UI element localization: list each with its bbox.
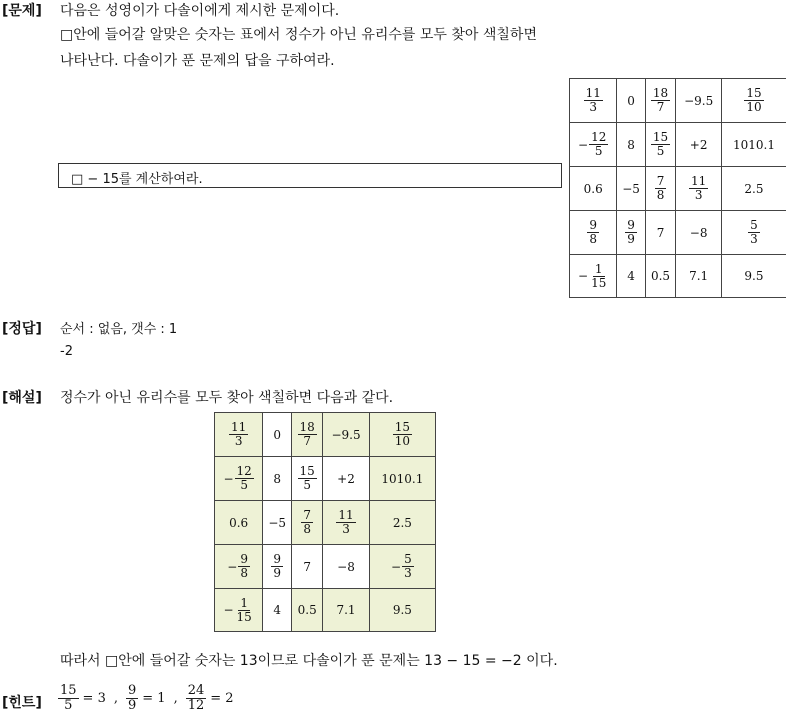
table-cell <box>676 167 722 211</box>
denominator: 8 <box>240 566 248 580</box>
numerator: 15 <box>746 86 762 101</box>
numerator: 12 <box>591 130 607 145</box>
denominator: 15 <box>236 609 252 624</box>
hint-equation: = 2 <box>210 690 234 706</box>
answer-line-1: 순서 : 없음, 갯수 : 1 <box>60 322 178 337</box>
numerator: 11 <box>691 174 707 189</box>
fraction <box>655 175 667 201</box>
cell-value: 0.6 <box>583 181 603 196</box>
table-cell <box>369 545 435 589</box>
table-cell <box>645 79 676 123</box>
numerator: 24 <box>187 683 205 698</box>
cell-value: 1010.1 <box>732 137 775 152</box>
cell-value: 0.6 <box>229 515 249 530</box>
fraction <box>336 509 355 535</box>
denominator: 9 <box>127 697 137 713</box>
table-cell <box>292 545 323 589</box>
minus-sign: − <box>227 559 238 574</box>
cell-value: 0.5 <box>297 603 317 617</box>
hint-tag: [힌트] <box>2 695 42 711</box>
table-row <box>215 589 436 632</box>
fraction <box>229 421 248 447</box>
table-cell <box>369 589 435 632</box>
cell-value: −9.5 <box>331 427 361 442</box>
explanation-tag: [해설] <box>2 390 42 406</box>
hint-equation: = 3 <box>82 690 106 706</box>
denominator: 12 <box>187 697 205 713</box>
fraction <box>651 131 670 157</box>
denominator: 9 <box>273 566 281 580</box>
cell-value: 9.5 <box>744 269 764 283</box>
fraction <box>235 465 254 491</box>
fraction <box>744 87 763 113</box>
cell-value: −5 <box>268 515 287 530</box>
cell-value: 9.5 <box>392 603 412 617</box>
minus-sign: − <box>578 269 589 283</box>
table-cell <box>263 457 292 501</box>
table-cell <box>676 79 722 123</box>
table-cell <box>570 255 617 298</box>
table-cell <box>263 413 292 457</box>
table-cell <box>570 79 617 123</box>
table-row <box>570 255 786 298</box>
table-cell <box>323 413 369 457</box>
table-cell <box>263 501 292 545</box>
table-cell <box>676 255 722 298</box>
numerator: 12 <box>236 464 252 479</box>
table-cell <box>570 167 617 211</box>
numerator: 11 <box>231 420 247 435</box>
numerator: 15 <box>60 683 77 698</box>
denominator: 5 <box>656 144 665 158</box>
denominator: 3 <box>404 566 412 580</box>
table-cell <box>721 79 786 123</box>
denominator: 15 <box>591 275 607 290</box>
fraction <box>238 553 250 579</box>
cell-value: 0.5 <box>650 269 671 283</box>
cell-value: 1010.1 <box>381 471 424 486</box>
table-cell <box>323 457 369 501</box>
denominator: 10 <box>394 434 410 448</box>
denominator: 9 <box>627 232 635 246</box>
fraction <box>235 597 254 623</box>
fraction <box>393 421 412 447</box>
table-cell <box>721 211 786 255</box>
table-cell <box>617 211 645 255</box>
cell-value: −8 <box>337 559 355 574</box>
explanation-conclusion: 따라서 □안에 들어갈 숫자는 13이므로 다솔이가 푼 문제는 13 − 15 = −2 이다. <box>60 653 558 669</box>
table-cell <box>323 589 369 632</box>
table-cell <box>617 123 645 167</box>
denominator: 3 <box>234 434 243 448</box>
problem-box-text: □ − 15를 계산하여라. <box>71 172 203 187</box>
minus-sign: − <box>391 559 402 574</box>
numerator: 5 <box>404 552 412 567</box>
denominator: 8 <box>303 522 312 536</box>
table-row <box>570 211 786 255</box>
table-cell <box>292 589 323 632</box>
cell-value: 8 <box>627 137 635 152</box>
numerator: 15 <box>394 420 410 435</box>
numerator: 1 <box>594 261 603 276</box>
denominator: 5 <box>303 478 311 492</box>
table-cell <box>292 501 323 545</box>
numerator: 15 <box>299 464 315 479</box>
cell-value: 4 <box>627 269 635 283</box>
numerator: 9 <box>273 552 281 567</box>
cell-value: +2 <box>337 471 355 486</box>
numerator: 11 <box>585 86 601 101</box>
table-cell <box>721 123 786 167</box>
fraction <box>126 684 138 712</box>
fraction <box>584 87 603 113</box>
numerator: 18 <box>652 86 669 101</box>
denominator: 7 <box>303 434 311 448</box>
table-cell <box>292 413 323 457</box>
cell-value: 2.5 <box>744 181 764 196</box>
cell-value: −9.5 <box>684 93 714 108</box>
denominator: 8 <box>589 232 598 246</box>
denominator: 5 <box>64 697 73 713</box>
numerator: 9 <box>127 683 137 698</box>
table-cell <box>215 589 263 632</box>
fraction <box>587 219 599 245</box>
table-row <box>570 79 786 123</box>
table-row <box>215 501 436 545</box>
cell-value: −5 <box>622 181 640 196</box>
table-row <box>215 413 436 457</box>
table-cell <box>645 167 676 211</box>
table-cell <box>721 167 786 211</box>
fraction <box>651 87 670 113</box>
numerator: 1 <box>240 595 248 610</box>
cell-value: 7 <box>656 225 665 240</box>
problem-box <box>58 163 562 188</box>
table-cell <box>617 255 645 298</box>
denominator: 10 <box>746 100 762 114</box>
cell-value: −8 <box>689 225 708 240</box>
minus-sign: − <box>223 471 234 486</box>
table-cell <box>369 501 435 545</box>
fraction <box>298 465 317 491</box>
denominator: 3 <box>694 188 703 202</box>
numerator: 11 <box>338 508 354 523</box>
table-cell <box>570 211 617 255</box>
fraction <box>271 553 283 579</box>
fraction <box>625 219 637 245</box>
fraction <box>748 219 760 245</box>
cell-value: 4 <box>273 603 281 617</box>
table-cell <box>323 545 369 589</box>
problem-tag: [문제] <box>2 3 42 19</box>
hint-separator: , <box>113 690 118 706</box>
table-cell <box>215 457 263 501</box>
table-cell <box>369 413 435 457</box>
numerator: 7 <box>303 508 312 523</box>
table-row <box>215 457 436 501</box>
numerator: 5 <box>750 218 758 233</box>
table-cell <box>676 123 722 167</box>
denominator: 5 <box>594 144 603 158</box>
fraction <box>689 175 708 201</box>
cell-value: 7.1 <box>689 269 709 283</box>
cell-value: 7 <box>303 559 312 574</box>
explanation-line: 정수가 아닌 유리수를 모두 찾아 색칠하면 다음과 같다. <box>60 390 394 406</box>
denominator: 3 <box>342 522 350 536</box>
table-row <box>570 167 786 211</box>
shaded-number-table <box>214 412 436 632</box>
numerator: 18 <box>299 420 315 435</box>
numerator: 9 <box>627 218 635 233</box>
table-cell <box>645 123 676 167</box>
fraction <box>58 684 79 712</box>
table-cell <box>323 501 369 545</box>
answer-line-2: -2 <box>60 344 73 359</box>
cell-value: 7.1 <box>336 603 356 617</box>
table-cell <box>645 211 676 255</box>
table-cell <box>617 79 645 123</box>
fraction <box>589 131 608 157</box>
table-cell <box>570 123 617 167</box>
cell-value: +2 <box>689 137 708 152</box>
denominator: 7 <box>656 100 665 114</box>
table-cell <box>215 545 263 589</box>
answer-tag: [정답] <box>2 321 42 337</box>
cell-value: 0 <box>627 93 635 108</box>
table-row <box>215 545 436 589</box>
minus-sign: − <box>578 137 589 152</box>
minus-sign: − <box>223 603 234 617</box>
table-cell <box>617 167 645 211</box>
cell-value: 8 <box>273 471 281 486</box>
table-cell <box>369 457 435 501</box>
fraction <box>589 263 608 289</box>
table-cell <box>292 457 323 501</box>
table-row <box>570 123 786 167</box>
table-cell <box>215 413 263 457</box>
cell-value: 0 <box>273 427 281 442</box>
numerator: 15 <box>652 130 669 145</box>
fraction <box>186 684 207 712</box>
problem-line-1: 다음은 성영이가 다솔이에게 제시한 문제이다. <box>60 3 340 19</box>
denominator: 3 <box>589 100 598 114</box>
fraction <box>301 509 313 535</box>
denominator: 8 <box>656 188 665 202</box>
fraction <box>298 421 317 447</box>
table-cell <box>263 589 292 632</box>
hint-formulas <box>58 684 234 712</box>
table-cell <box>215 501 263 545</box>
hint-equation: = 1 <box>142 690 166 706</box>
hint-separator: , <box>173 690 178 706</box>
number-table <box>569 78 786 298</box>
numerator: 9 <box>240 552 248 567</box>
numerator: 9 <box>589 218 598 233</box>
denominator: 3 <box>750 232 758 246</box>
table-cell <box>645 255 676 298</box>
denominator: 5 <box>240 478 248 492</box>
problem-line-3: 나타난다. 다솔이가 푼 문제의 답을 구하여라. <box>60 53 335 69</box>
table-cell <box>721 255 786 298</box>
numerator: 7 <box>656 174 665 189</box>
fraction <box>402 553 414 579</box>
table-cell <box>676 211 722 255</box>
cell-value: 2.5 <box>392 515 412 530</box>
problem-line-2: □안에 들어갈 알맞은 숫자는 표에서 정수가 아닌 유리수를 모두 찾아 색칠하면 <box>60 27 537 43</box>
table-cell <box>263 545 292 589</box>
